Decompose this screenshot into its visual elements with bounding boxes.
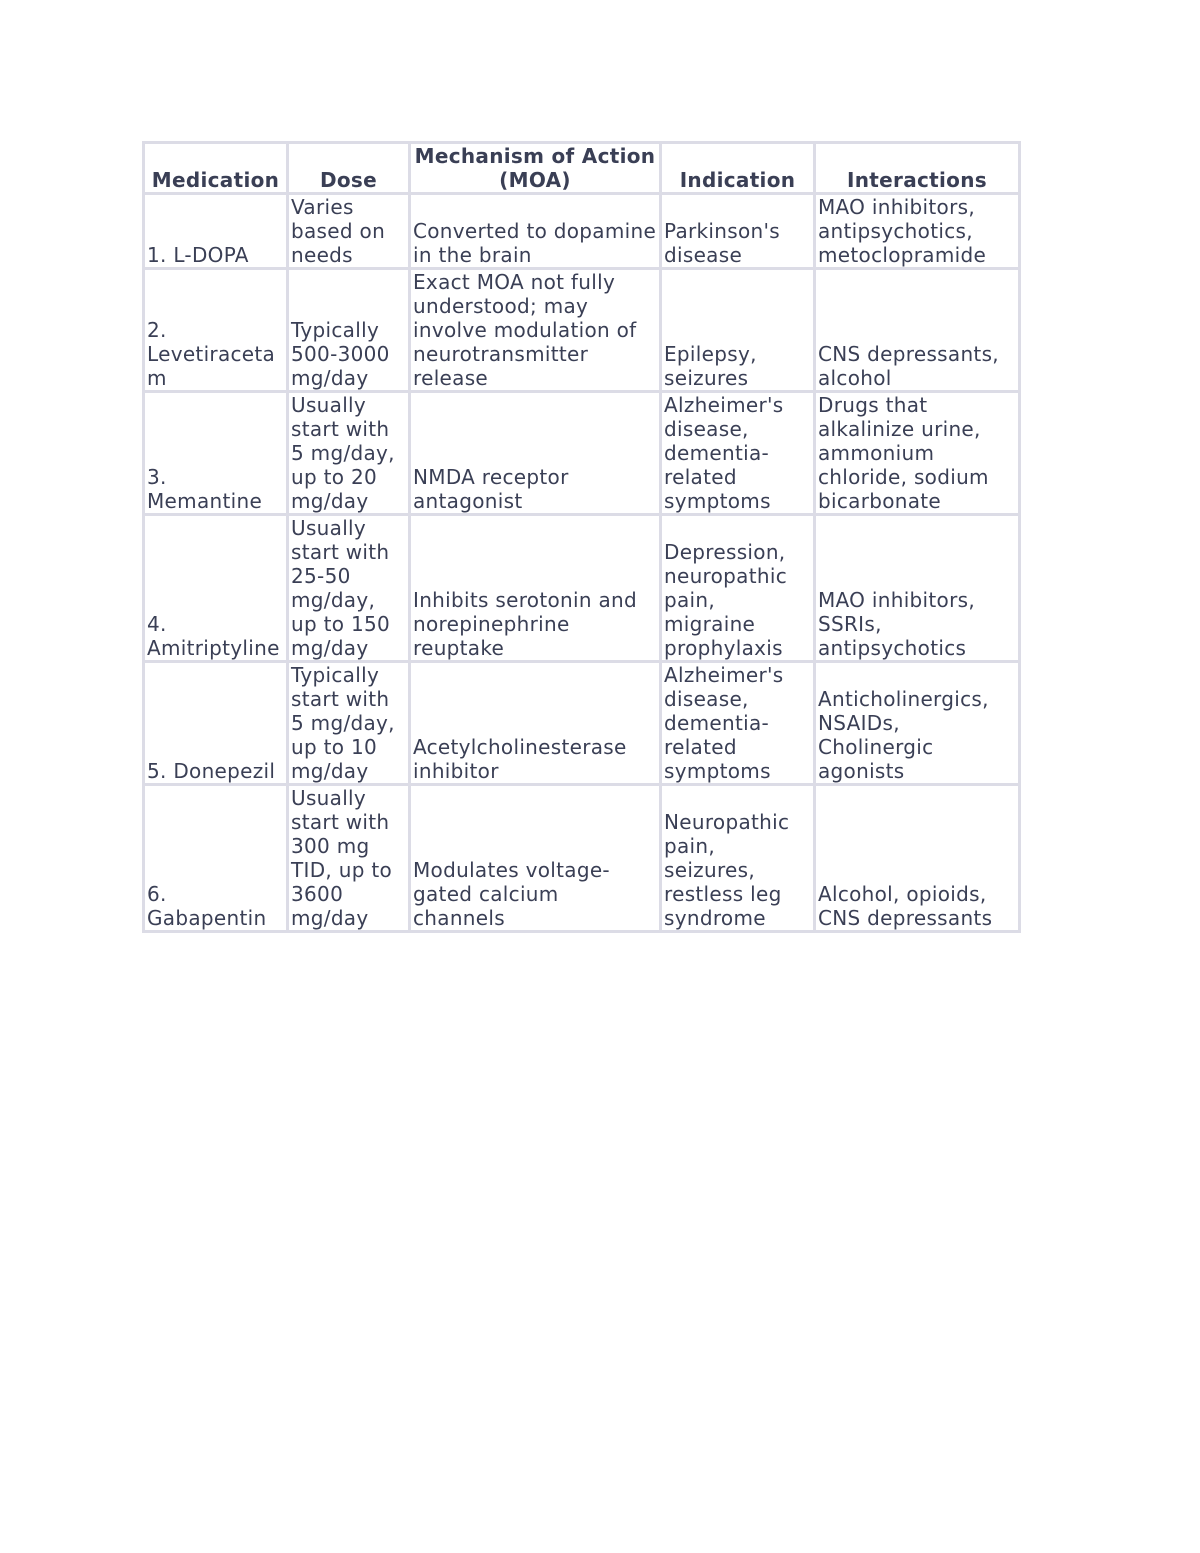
dose-cell: Typically start with 5 mg/day, up to 10 mg/day xyxy=(288,662,410,785)
moa-cell: Exact MOA not fully understood; may involve modulation of neurotransmitter release xyxy=(410,269,661,392)
interactions-cell: Alcohol, opioids, CNS depressants xyxy=(815,785,1020,932)
interactions-cell: CNS depressants, alcohol xyxy=(815,269,1020,392)
header-medication: Medication xyxy=(144,143,288,194)
table-row xyxy=(144,392,1020,515)
interactions-cell: Anticholinergics, NSAIDs, Cholinergic agonists xyxy=(815,662,1020,785)
header-moa: Mechanism of Action (MOA) xyxy=(410,143,661,194)
medication-table xyxy=(142,141,1021,933)
dose-cell: Typically 500-3000 mg/day xyxy=(288,269,410,392)
indication-cell: Epilepsy, seizures xyxy=(661,269,815,392)
moa-cell: Acetylcholinesterase inhibitor xyxy=(410,662,661,785)
dose-cell: Varies based on needs xyxy=(288,194,410,269)
indication-cell: Parkinson's disease xyxy=(661,194,815,269)
interactions-cell: Drugs that alkalinize urine, ammonium chloride, sodium bicarbonate xyxy=(815,392,1020,515)
moa-cell: Modulates voltage-gated calcium channels xyxy=(410,785,661,932)
dose-cell: Usually start with 300 mg TID, up to 3600 mg/day xyxy=(288,785,410,932)
indication-cell: Depression, neuropathic pain, migraine prophylaxis xyxy=(661,515,815,662)
interactions-cell: MAO inhibitors, antipsychotics, metoclopramide xyxy=(815,194,1020,269)
medication-cell: 4. Amitriptyline xyxy=(144,515,288,662)
table-row xyxy=(144,515,1020,662)
medication-cell: 2. Levetiracetam xyxy=(144,269,288,392)
table-row xyxy=(144,785,1020,932)
medication-cell: 3. Memantine xyxy=(144,392,288,515)
header-interactions: Interactions xyxy=(815,143,1020,194)
medication-cell: 5. Donepezil xyxy=(144,662,288,785)
indication-cell: Neuropathic pain, seizures, restless leg syndrome xyxy=(661,785,815,932)
header-indication: Indication xyxy=(661,143,815,194)
indication-cell: Alzheimer's disease, dementia-related symptoms xyxy=(661,662,815,785)
moa-cell: NMDA receptor antagonist xyxy=(410,392,661,515)
medication-cell: 1. L-DOPA xyxy=(144,194,288,269)
table-row xyxy=(144,194,1020,269)
dose-cell: Usually start with 25-50 mg/day, up to 150 mg/day xyxy=(288,515,410,662)
table-row xyxy=(144,662,1020,785)
table-row xyxy=(144,269,1020,392)
medication-cell: 6. Gabapentin xyxy=(144,785,288,932)
dose-cell: Usually start with 5 mg/day, up to 20 mg/day xyxy=(288,392,410,515)
table-header-row xyxy=(144,143,1020,194)
interactions-cell: MAO inhibitors, SSRIs, antipsychotics xyxy=(815,515,1020,662)
moa-cell: Inhibits serotonin and norepinephrine reuptake xyxy=(410,515,661,662)
moa-cell: Converted to dopamine in the brain xyxy=(410,194,661,269)
indication-cell: Alzheimer's disease, dementia-related symptoms xyxy=(661,392,815,515)
header-dose: Dose xyxy=(288,143,410,194)
